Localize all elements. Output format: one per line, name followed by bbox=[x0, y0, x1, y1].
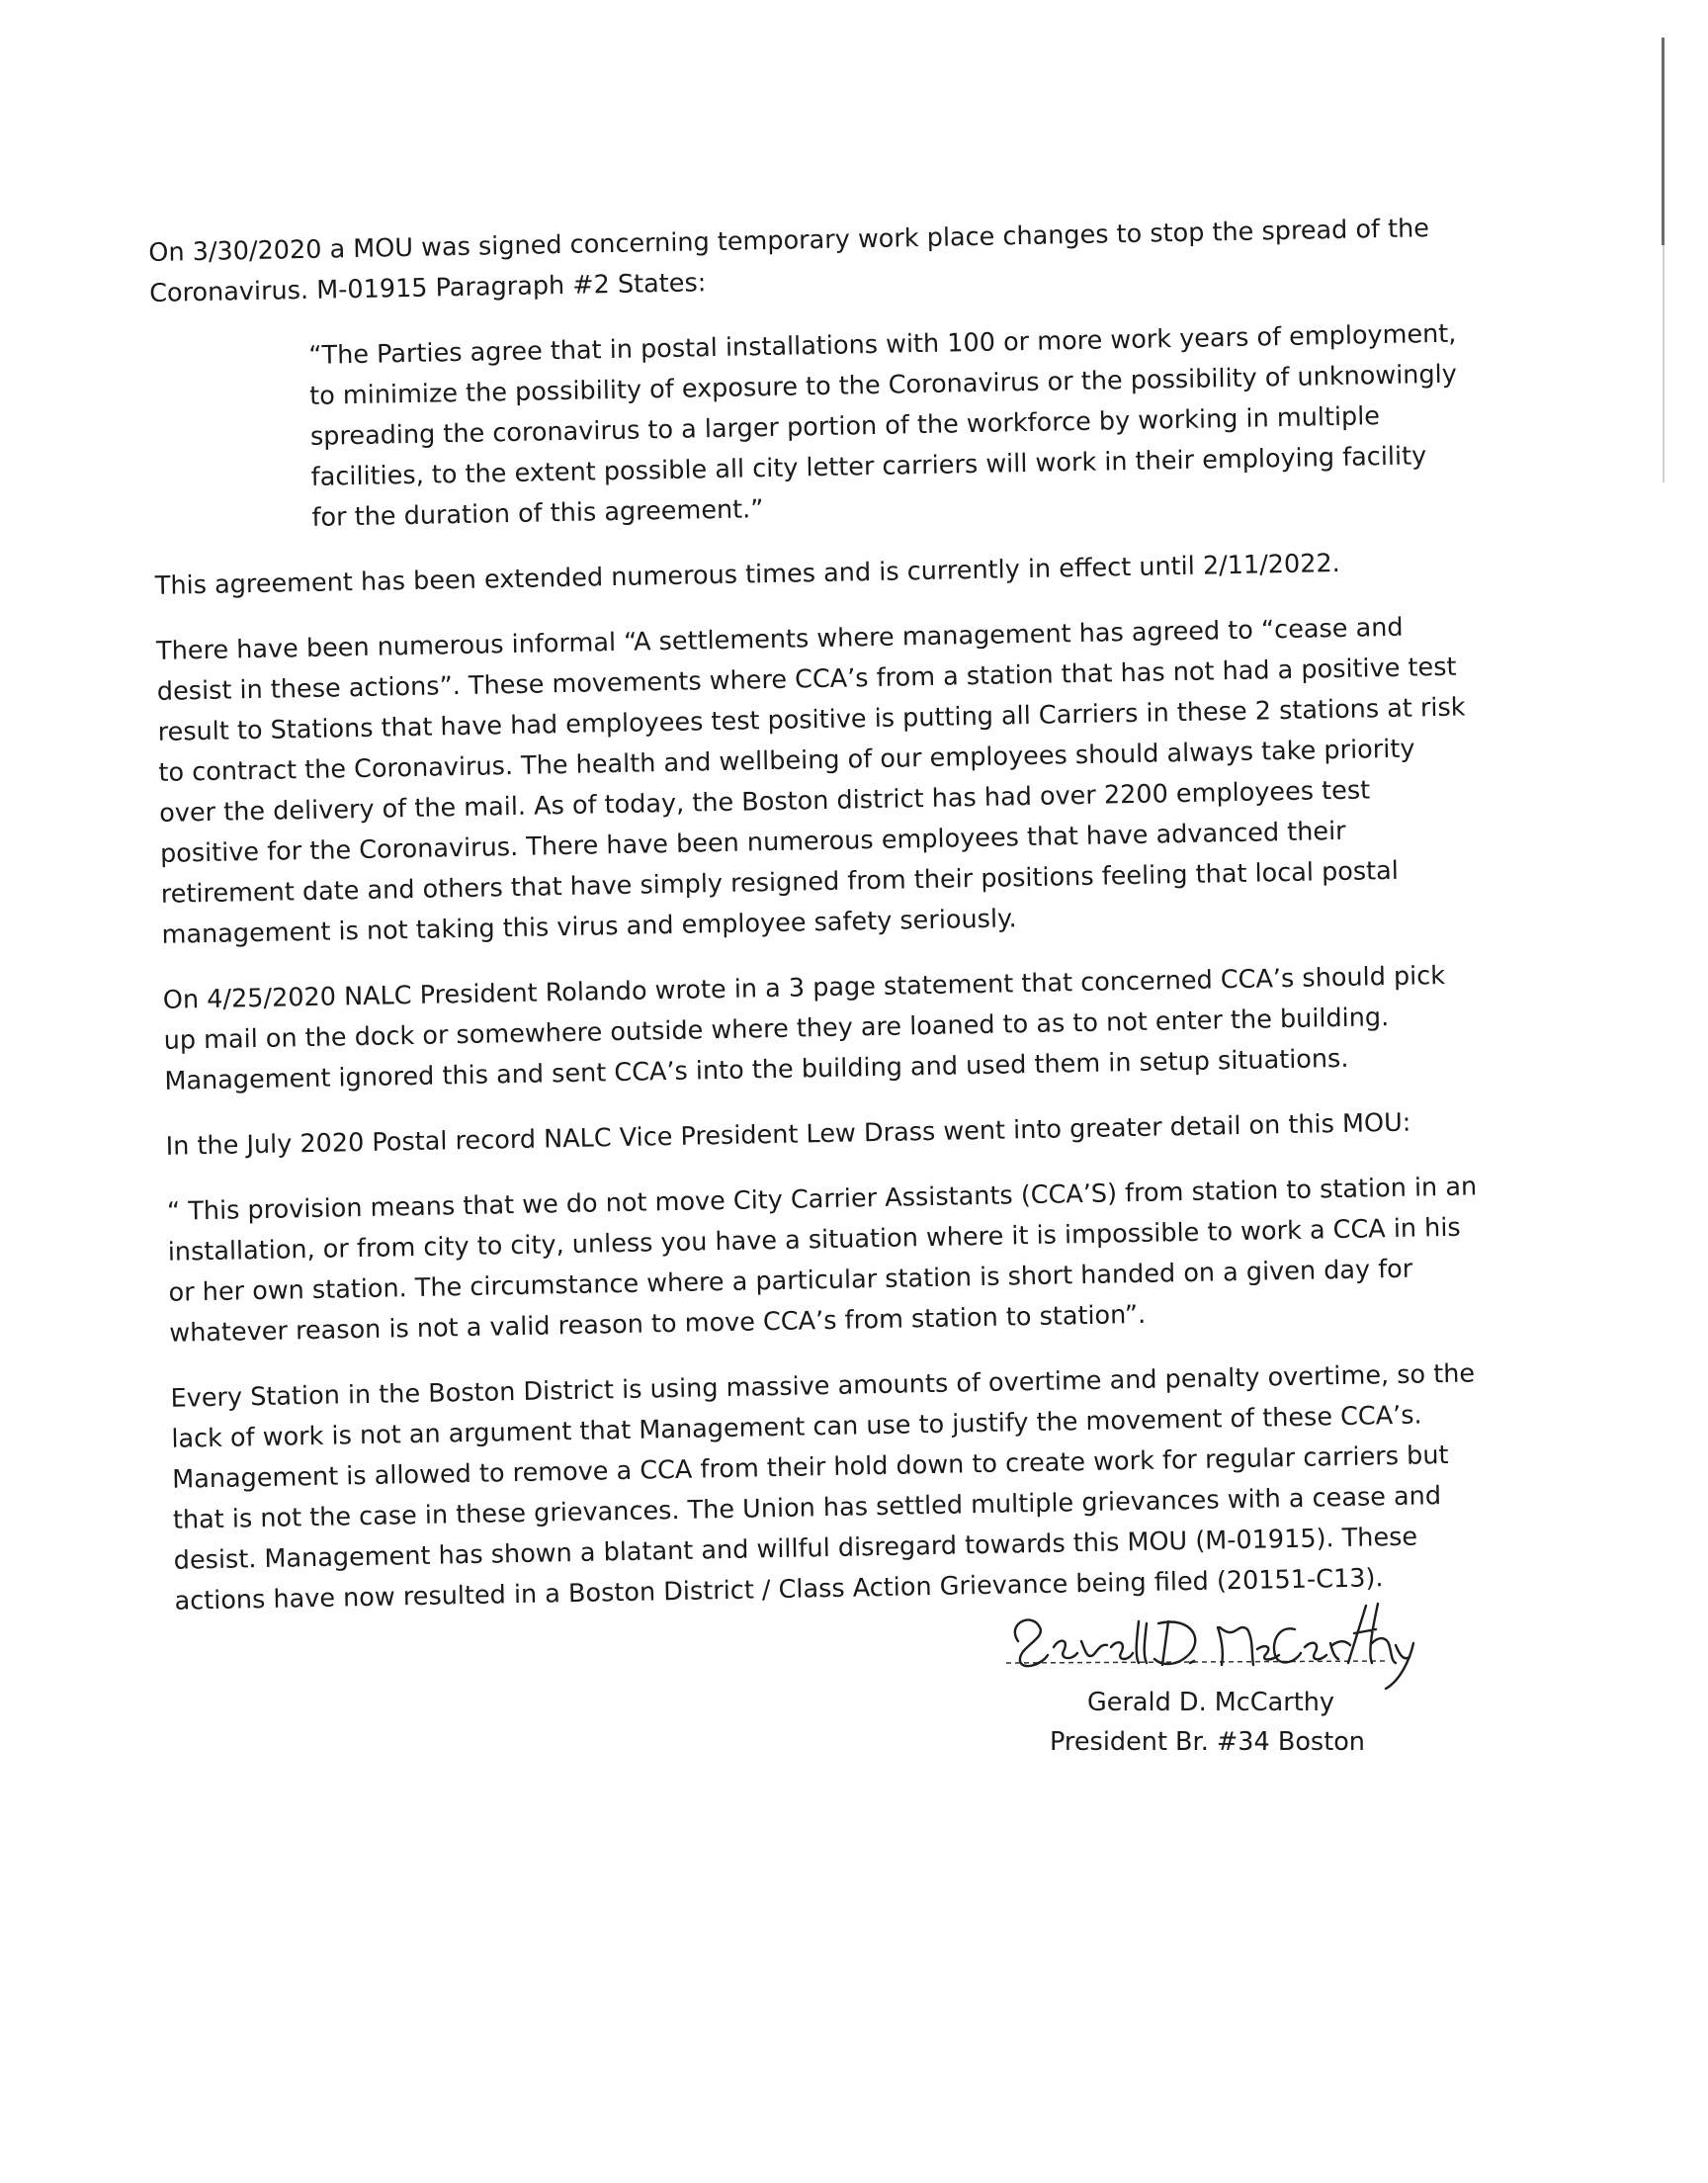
scan-edge-shadow-faint bbox=[1663, 245, 1665, 482]
paragraph-extension: This agreement has been extended numerous times and is currently in effect until 2/11/2022. bbox=[154, 548, 1341, 601]
paragraph-mou-quote: “The Parties agree that in postal installations with 100 or more work years of employment, to minimize the possibility of exposure to the Coronavirus or the possibility of unknowingly spreading the coronavirus to a larger portion of the workforce by working in multiple facilities, to the extent possible all city letter carriers will work in their employing facility for the duration of this agreement.” bbox=[308, 318, 1458, 533]
handwritten-signature bbox=[998, 1582, 1433, 1691]
scan-edge-shadow bbox=[1662, 38, 1665, 245]
signature-block bbox=[998, 1582, 1433, 1780]
paragraph-grievance: Every Station in the Boston District is using massive amounts of overtime and penalty overtime, so the lack of work is not an argument that Management can use to justify the movement of these CCA’s. Management is allowed to remove a CCA from their hold down to create work for regular carriers but that is not the case in these grievances. The Union has settled multiple grievances with a cease and desist. Management has shown a blatant and willful disregard towards this MOU (M-01915). These actions have now resulted in a Boston District / Class Action Grievance being filed (20151-C13). bbox=[170, 1358, 1476, 1616]
paragraph-settlements: There have been numerous informal “A settlements where management has agreed to “cease and desist in these actions”. These movements where CCA’s from a station that has not had a positive test result to Stations that have had employees test positive is putting all Carriers in these 2 stations at risk to contract the Coronavirus. The health and wellbeing of our employees should always take priority over the delivery of the mail. As of today, the Boston district has had over 2200 employees test positive for the Coronavirus. There have been numerous employees that have advanced their retirement date and others that have simply resigned from their positions feeling that local postal management is not taking this virus and employee safety seriously. bbox=[155, 612, 1466, 950]
letter-body bbox=[148, 208, 1490, 1646]
signer-title: President Br. #34 Boston bbox=[1050, 1727, 1365, 1757]
paragraph-mou-intro: On 3/30/2020 a MOU was signed concerning temporary work place changes to stop the spread of the Coronavirus. M-01915 Paragraph #2 States: bbox=[148, 214, 1430, 308]
paragraph-postal-record: In the July 2020 Postal record NALC Vice President Lew Drass went into greater detail on this MOU: bbox=[165, 1107, 1411, 1162]
paragraph-vice-president-quote: “ This provision means that we do not move City Carrier Assistants (CCA’S) from station to station in an installation, or from city to city, unless you have a situation where it is impossible to work a CCA in his or her own station. The circumstance where a particular station is short handed on a given day for whatever reason is not a valid reason to move CCA’s from station to station”. bbox=[166, 1172, 1478, 1349]
paragraph-president-statement: On 4/25/2020 NALC President Rolando wrote in a 3 page statement that concerned CCA’s should pick up mail on the dock or somewhere outside where they are loaned to as to not enter the building. Management ignored this and sent CCA’s into the building and used them in setup situations. bbox=[162, 960, 1446, 1096]
signer-name: Gerald D. McCarthy bbox=[1087, 1688, 1334, 1717]
